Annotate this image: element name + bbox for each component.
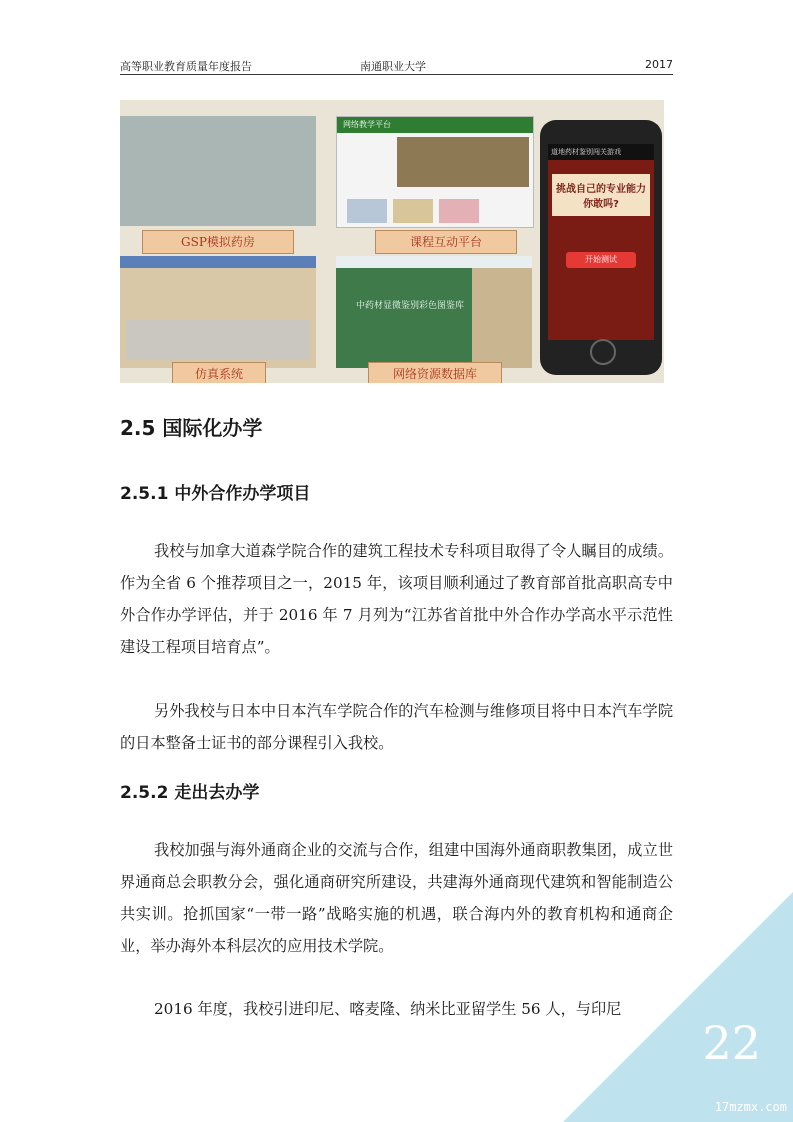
browser-bar [336, 256, 532, 268]
start-test-button: 开始测试 [566, 252, 636, 268]
subsection-heading-cooperation: 2.5.1 中外合作办学项目 [120, 484, 311, 504]
section-heading: 2.5 国际化办学 [120, 416, 263, 440]
phone-screen [548, 144, 654, 340]
paragraph-overseas-cooperation: 我校加强与海外通商企业的交流与合作，组建中国海外通商职教集团，成立世界通商总会职教分会，强化通商研究所建设，共建海外通商现代建筑和智能制造公共实训。抢抓国家“一带一路”战略实施的机遇，联合海内外的教育机构和通商企业，举办海外本科层次的应用技术学院。 [120, 841, 673, 955]
header-year: 2017 [645, 58, 673, 71]
resource-database-screenshot [336, 256, 532, 368]
paragraph-japan-project: 另外我校与日本中日本汽车学院合作的汽车检测与维修项目将中日本汽车学院的日本整备士证书的部分课程引入我校。 [120, 702, 673, 752]
lab-bench [126, 320, 310, 360]
caption-simulation: 仿真系统 [172, 362, 266, 383]
teaching-platform-collage [120, 100, 664, 383]
corner-decoration [563, 892, 793, 1122]
platform-title: 网络教学平台 [337, 117, 533, 133]
header-report-title: 高等职业教育质量年度报告 [120, 60, 252, 73]
caption-gsp: GSP模拟药房 [142, 230, 294, 254]
caption-resource-db: 网络资源数据库 [368, 362, 502, 383]
paragraph-international-students: 2016 年度，我校引进印尼、喀麦隆、纳米比亚留学生 56 人，与印尼 [154, 1000, 622, 1018]
page-number: 22 [702, 1016, 761, 1070]
subsection-heading-going-out: 2.5.2 走出去办学 [120, 783, 260, 803]
page-header [120, 56, 673, 75]
watermark: 17mzmx.com [714, 1100, 787, 1114]
challenge-slogan: 挑战自己的专业能力 你敢吗? [552, 174, 650, 216]
course-platform-screenshot [336, 116, 534, 228]
header-school-name: 南通职业大学 [360, 60, 426, 73]
simulation-toolbar [120, 256, 316, 268]
thumb-3 [439, 199, 479, 223]
mobile-phone-mockup [540, 120, 662, 375]
students-photo [397, 137, 529, 187]
gsp-pharmacy-photo [120, 116, 316, 226]
simulation-lab-screenshot [120, 256, 316, 368]
thumb-2 [393, 199, 433, 223]
home-button [590, 339, 616, 365]
app-title: 道地药材鉴别闯关游戏 [548, 144, 654, 160]
thumb-1 [347, 199, 387, 223]
paragraph-dawson-project: 我校与加拿大道森学院合作的建筑工程技术专科项目取得了令人瞩目的成绩。作为全省 6 个推荐项目之一，2015 年，该项目顺利通过了教育部首批高职高专中外合作办学评估，并于 2016 年 7 月列为“江苏省首批中外合作办学高水平示范性建设工程项目培育点”。 [120, 542, 673, 656]
caption-course-platform: 课程互动平台 [375, 230, 517, 254]
herb-photo [472, 268, 532, 368]
database-title: 中药材显微鉴别彩色图鉴库 [356, 301, 465, 311]
